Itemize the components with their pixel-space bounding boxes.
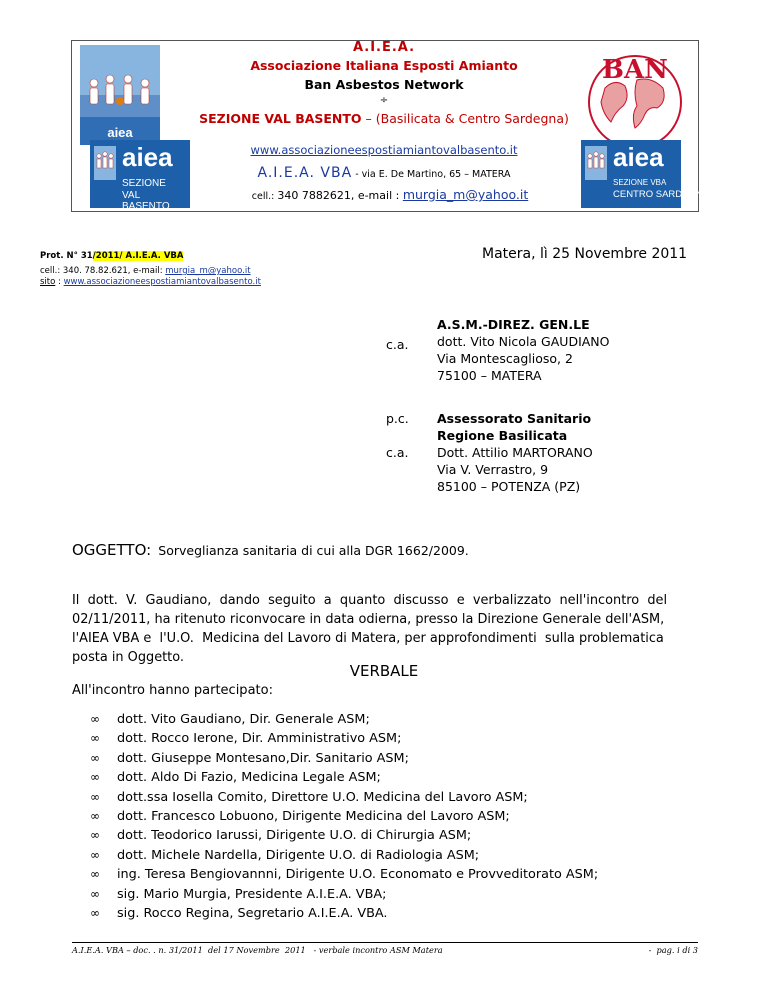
recipient-1-line: 75100 – MATERA [437,368,542,383]
network-name: Ban Asbestos Network [304,77,464,92]
recipient-2-address [437,410,593,495]
list-item [90,826,598,845]
recipient-2-line: 85100 – POTENZA (PZ) [437,479,581,494]
recipient-1-line: A.S.M.-DIREZ. GEN.LE [437,317,590,332]
badge-brand: aiea [122,142,173,172]
vba-address: - via E. De Martino, 65 – MATERA [352,169,511,180]
divider-symbol: ÷ [379,95,389,106]
protocol-contact-text: cell.: 340. 78.82.621, e-mail: [40,266,166,276]
participants-intro: All'incontro hanno partecipato: [72,683,273,698]
badge-people-icon [585,146,607,180]
bullet-infinity-icon: ∞ [90,867,100,882]
footer-rule [72,942,698,943]
participants-list [90,710,599,923]
recipient-2-line: Assessorato Sanitario [437,411,592,426]
list-item [90,749,598,768]
intro-line: posta in Oggetto. [72,650,184,665]
participant-name: dott. Teodorico Iarussi, Dirigente U.O. di Chirurgia ASM; [117,828,472,844]
participant-name: dott.ssa Iosella Comito, Direttore U.O. Medicina del Lavoro ASM; [117,789,528,805]
intro-line: 02/11/2011, ha ritenuto riconvocare in data odierna, presso la Direzione Generale dell'ASM, [72,612,665,627]
bullet-infinity-icon: ∞ [90,847,100,862]
footer-doc-ref: A.I.E.A. VBA – doc. . n. 31/2011 del 17 Novembre 2011 - verbale incontro ASM Matera [72,945,443,955]
bullet-infinity-icon: ∞ [90,906,100,921]
svg-text:aiea: aiea [107,125,133,140]
section-name: SEZIONE VAL BASENTO [199,111,362,126]
recipient-1-line: Via Montescaglioso, 2 [437,351,573,366]
contact-phone: 340 7882621, e-mail : [277,189,403,202]
date-line: Matera, lì 25 Novembre 2011 [482,246,688,262]
protocol-number [40,251,183,261]
bullet-infinity-icon: ∞ [90,770,100,785]
bullet-infinity-icon: ∞ [90,828,100,843]
bullet-infinity-icon: ∞ [90,712,100,726]
participant-name: dott. Rocco Ierone, Dir. Amministrativo ASM; [117,731,402,747]
svg-text:BAN: BAN [602,55,668,85]
badge-people-icon [94,146,116,180]
list-item [90,865,599,884]
protocol-prefix: Prot. N° 31 [40,251,93,261]
participant-name: sig. Rocco Regina, Segretario A.I.E.A. VBA. [117,906,388,922]
contact-prefix: cell.: [251,191,278,202]
subject-line [72,540,469,559]
participant-name: dott. Francesco Lobuono, Dirigente Medicina del Lavoro ASM; [117,809,510,825]
subject-label: OGGETTO: [72,541,152,559]
participant-name: dott. Vito Gaudiano, Dir. Generale ASM; [117,712,370,727]
badge-centro-sardegna [581,140,710,208]
badge-val-basento [90,140,190,212]
list-item [90,846,598,865]
participant-name: ing. Teresa Bengiovannni, Dirigente U.O. Economato e Provveditorato ASM; [117,867,599,883]
section-line [0,111,768,126]
website-link[interactable]: www.associazioneespostiamiantovalbasento.it [250,143,518,157]
footer-page-number: - pag. i di 3 [648,945,698,955]
recipient-1-address [437,316,610,384]
intro-line: l'AIEA VBA e l'U.O. Medicina del Lavoro di Matera, per approfondimenti sulla problematica [72,631,664,646]
intro-paragraph [72,591,697,667]
recipient-2-line: Dott. Attilio MARTORANO [437,445,593,460]
list-item [90,729,598,748]
subject-text: Sorveglianza sanitaria di cui alla DGR 1662/2009. [158,543,469,558]
bullet-infinity-icon: ∞ [90,886,100,901]
recipient-1-label: c.a. [386,337,409,352]
participant-name: sig. Mario Murgia, Presidente A.I.E.A. VBA; [117,886,387,902]
protocol-site-link[interactable]: www.associazioneespostiamiantovalbasento.it [63,277,261,287]
protocol-site-label: sito [40,277,56,287]
org-name: Associazione Italiana Esposti Amianto [250,58,518,73]
recipient-2-line: Regione Basilicata [437,428,568,443]
list-item [90,768,598,787]
bullet-infinity-icon: ∞ [90,750,100,765]
verbale-title: VERBALE [349,662,419,680]
list-item [90,904,598,923]
protocol-contact [40,266,261,288]
participant-name: dott. Michele Nardella, Dirigente U.O. di Radiologia ASM; [117,847,480,863]
badge-line1: SEZIONE [122,178,166,189]
vba-title: A.I.E.A. VBA [257,165,353,181]
badge-brand: aiea [613,142,664,172]
bullet-infinity-icon: ∞ [90,809,100,824]
protocol-site-sep: : [55,277,64,287]
recipient-2-label: p.c. [386,411,409,426]
badge-line2: VAL BASENTO [122,190,170,212]
intro-line: Il dott. V. Gaudiano, dando seguito a quanto discusso e verbalizzato nell'incontro del [72,593,668,608]
list-item [90,710,598,729]
recipient-2-label2: c.a. [386,445,409,460]
badge-line1: SEZIONE VBA [613,178,667,187]
bullet-infinity-icon: ∞ [90,789,100,804]
section-region: – (Basilicata & Centro Sardegna) [361,111,569,126]
contact-email-link[interactable]: murgia_m@yahoo.it [402,187,529,202]
list-item [90,885,598,904]
recipient-1-line: dott. Vito Nicola GAUDIANO [437,334,610,349]
org-acronym: A.I.E.A. [352,40,416,55]
recipient-2-line: Via V. Verrastro, 9 [437,462,549,477]
list-item [90,788,598,807]
bullet-infinity-icon: ∞ [90,731,100,746]
protocol-email-link[interactable]: murgia_m@yahoo.it [165,266,251,276]
participant-name: dott. Giuseppe Montesano,Dir. Sanitario ASM; [117,750,409,766]
participant-name: dott. Aldo Di Fazio, Medicina Legale ASM; [117,770,381,786]
badge-line2: CENTRO SARDEGNA [613,189,710,200]
list-item [90,807,598,826]
protocol-highlight: /2011/ A.I.E.A. VBA [92,251,184,261]
